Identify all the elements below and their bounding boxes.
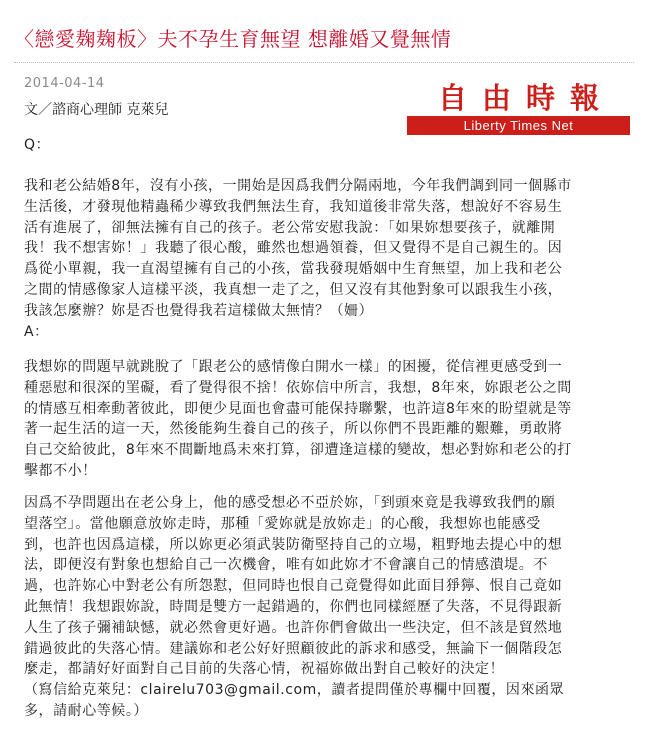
question-label: Q： <box>24 137 51 153</box>
logo-english-name: Liberty Times Net <box>407 116 630 135</box>
answer-line: 法，即便沒有對象也想給自己一次機會，唯有如此妳才不會讓自己的情感潰堤。不 <box>24 557 548 574</box>
question-line: 生活後，才發現他精蟲稀少導致我們無法生育，我知道後非常失落，想說好不容易生 <box>24 198 563 215</box>
question-line: 活有進展了，卻無法擁有自己的孩子。老公常安慰我說：「如果妳想要孩子，就離開 <box>24 219 556 236</box>
answer-paragraph-1 <box>24 357 631 482</box>
question-line: 我該怎麼辦？妳是否也覺得我若這樣做太無情？（姍） <box>24 302 374 319</box>
logo-chinese-name: 自由時報 <box>437 81 614 115</box>
answer-line: 望落空」。當他願意放妳走時，那種「愛妳就是放妳走」的心酸，我想妳也能感受 <box>24 515 541 532</box>
answer-line: 麼走，都請好好面對自己目前的失落心情，祝福妳做出對自己較好的決定！ <box>24 661 505 678</box>
answer-line: 人生了孩子彌補缺憾，就必然會更好過。也許你們會做出一些決定，但不該是貿然地 <box>24 619 563 636</box>
question-line: 我和老公結婚8年，沒有小孩，一開始是因爲我們分隔兩地，今年我們調到同一個縣市 <box>24 178 572 194</box>
question-body <box>24 176 631 322</box>
title-divider <box>14 62 634 63</box>
answer-line: 我想妳的問題早就跳脫了「跟老公的感情像白開水一樣」的困擾，從信裡更感受到一 <box>24 359 563 375</box>
question-line: 我！我不想害妳！」我聽了很心酸，雖然也想過領養，但又覺得不是自己親生的。因 <box>24 240 563 257</box>
answer-line: 到，也許也因爲這樣，所以妳更必須武裝防衛堅持自己的立場，粗野地去提心中的想 <box>24 536 563 553</box>
answer-line: 因爲不孕問題出在老公身上，他的感受想必不亞於妳，「到頭來竟是我導致我們的願 <box>24 495 556 511</box>
article-title: 〈戀愛麹麹板〉夫不孕生育無望 想離婚又覺無情 <box>14 27 452 51</box>
answer-line: 過，也許妳心中對老公有所怨懟，但同時也恨自己竟覺得如此面目猙獰、恨自己竟如 <box>24 578 563 595</box>
publish-date: 2014-04-14 <box>24 76 105 91</box>
answer-line: 此無情！我想跟妳說，時間是雙方一起錯過的，你們也同樣經歷了失落，不見得跟新 <box>24 598 563 615</box>
footer-line: （寫信給克萊兒：clairelu703@gmail.com，讀者提問僅於專欄中回覆，因來函眾 <box>24 682 565 698</box>
answer-line: 著一起生活的這一天，然後能夠生養自己的孩子，所以你們不畏距離的艱難，勇敢將 <box>24 421 563 438</box>
answer-line: 錯過彼此的失落心情。建議妳和老公好好照顧彼此的訴求和感受，無論下一個階段怎 <box>24 640 563 657</box>
answer-label: A： <box>24 324 49 340</box>
contact-footer <box>24 680 631 722</box>
answer-line: 種惡慰和很深的罣礙，看了覺得很不捨！依妳信中所言，我想，8年來，妳跟老公之間 <box>24 379 572 396</box>
question-line: 之間的情感像家人這樣平淡，我真想一走了之，但又沒有其他對象可以跟我生小孩， <box>24 281 563 298</box>
liberty-times-logo <box>407 81 630 135</box>
answer-line: 自己交給彼此，8年來不間斷地爲未來打算，卻遭逢這樣的變故，想必對妳和老公的打 <box>24 442 572 459</box>
answer-paragraph-2 <box>24 493 631 680</box>
answer-line: 的情感互相牽動著彼此，即便少見面也會盡可能保持聯繫，也許這8年來的盼望就是等 <box>24 400 572 417</box>
answer-line: 擊都不小！ <box>24 462 97 479</box>
author-byline: 文／諮商心理師 克萊兒 <box>24 102 169 118</box>
footer-line: 多，請耐心等候。） <box>24 702 148 719</box>
question-line: 爲從小單親，我一直渴望擁有自己的小孩，當我發現婚姻中生育無望，加上我和老公 <box>24 261 563 278</box>
